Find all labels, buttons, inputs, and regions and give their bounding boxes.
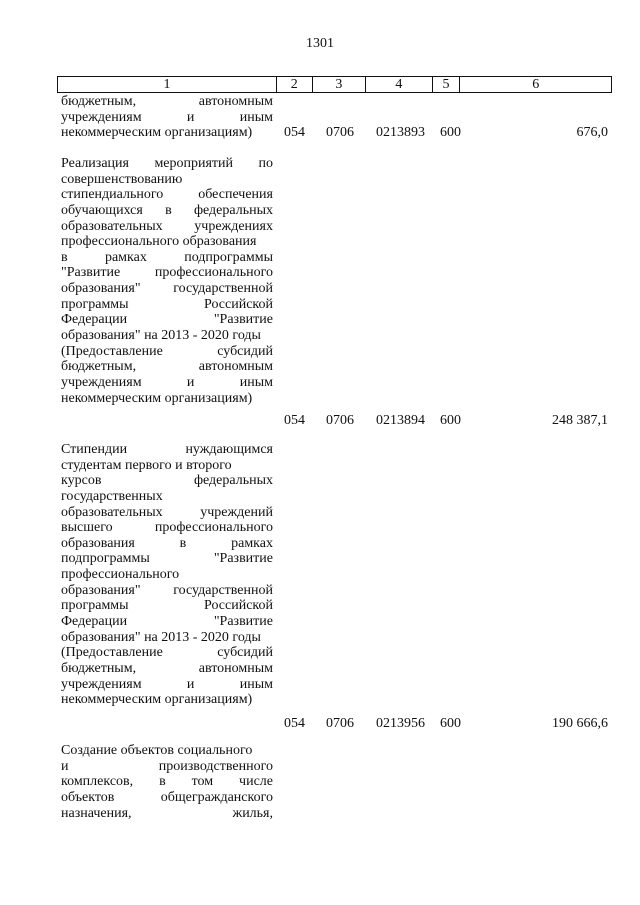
description-line xyxy=(61,774,273,790)
description-word: автономным xyxy=(198,94,273,109)
description-word: учреждениям xyxy=(61,374,142,390)
target-code: 0213956 xyxy=(376,716,425,731)
header-row xyxy=(58,77,612,93)
description-word: в xyxy=(61,249,68,265)
section-code: 0706 xyxy=(326,413,354,428)
description-word: учреждений xyxy=(200,504,273,520)
description-word: федеральных xyxy=(193,473,273,489)
description-line xyxy=(61,536,273,552)
expense-type-code: 600 xyxy=(440,413,461,428)
description-line xyxy=(61,583,273,599)
description-line xyxy=(61,312,273,328)
description-line xyxy=(61,598,273,614)
description-word: комплексов, xyxy=(61,774,134,790)
amount-value: 190 666,6 xyxy=(552,716,608,731)
description-word: государственной xyxy=(173,582,273,598)
description-word: образования" xyxy=(61,281,141,297)
description-line xyxy=(61,281,273,297)
description-word: профессионального xyxy=(61,567,180,583)
description-word: образования" на 2013 - 2020 годы xyxy=(61,629,261,645)
description-line xyxy=(61,359,273,375)
description-word: "Развитие xyxy=(213,312,273,328)
description-word: иным xyxy=(239,374,273,390)
description-word: учреждениям xyxy=(61,109,142,125)
description-word: некоммерческим организациям) xyxy=(61,125,253,141)
description-word: федеральных xyxy=(193,202,273,218)
description-word: Стипендии xyxy=(61,442,128,457)
description-word: рамках xyxy=(104,249,147,265)
description-line xyxy=(61,661,273,677)
description-line xyxy=(61,567,273,583)
header-col-6: 6 xyxy=(460,77,612,93)
description-line xyxy=(61,806,273,822)
description-word: образования" на 2013 - 2020 годы xyxy=(61,328,261,344)
section-code: 0706 xyxy=(326,716,354,731)
description-word: в xyxy=(159,774,166,790)
description-word: подпрограммы xyxy=(184,249,273,265)
description-word: высшего xyxy=(61,520,113,536)
description-line xyxy=(61,645,273,661)
description-word: Федерации xyxy=(61,312,128,328)
description-word: студентам первого и второго xyxy=(61,457,232,473)
description-line xyxy=(61,489,273,505)
description-word: общегражданского xyxy=(160,789,273,805)
description-line xyxy=(61,692,273,708)
page-number: 1301 xyxy=(306,36,334,51)
description-word: учреждениях xyxy=(194,218,273,234)
description-line xyxy=(61,234,273,250)
description-line xyxy=(61,250,273,266)
header-col-3: 3 xyxy=(312,77,366,93)
row-description xyxy=(61,442,273,708)
description-word: (Предоставление xyxy=(61,343,163,359)
description-word: автономным xyxy=(198,660,273,676)
description-line xyxy=(61,328,273,344)
description-line xyxy=(61,156,273,172)
description-line xyxy=(61,551,273,567)
description-word: стипендиального xyxy=(61,187,164,203)
description-word: некоммерческим организациям) xyxy=(61,390,253,406)
description-word: профессионального xyxy=(154,265,273,281)
description-line xyxy=(61,391,273,407)
description-line xyxy=(61,125,273,141)
description-line xyxy=(61,790,273,806)
description-word: образовательных xyxy=(61,218,163,234)
description-word: том xyxy=(191,774,214,790)
description-word: по xyxy=(258,156,273,171)
description-line xyxy=(61,743,273,759)
column-header-table xyxy=(57,76,612,93)
description-word: "Развитие xyxy=(61,265,121,281)
description-word: образования xyxy=(61,535,135,551)
description-line xyxy=(61,505,273,521)
description-word: в xyxy=(179,535,187,551)
section-code: 0706 xyxy=(326,125,354,141)
description-word: государственной xyxy=(173,281,273,297)
description-word: бюджетным, xyxy=(61,359,137,375)
description-word: иным xyxy=(239,109,273,125)
description-word: назначения, xyxy=(61,805,132,821)
description-line xyxy=(61,94,273,110)
description-line xyxy=(61,203,273,219)
description-word: "Развитие xyxy=(213,551,273,567)
row-description xyxy=(61,94,273,141)
description-line xyxy=(61,297,273,313)
description-word: программы xyxy=(61,598,129,614)
description-word: в xyxy=(165,202,172,218)
description-word: совершенствованию xyxy=(61,171,183,187)
description-word: жилья, xyxy=(232,805,273,821)
row-description xyxy=(61,156,273,406)
amount-value: 248 387,1 xyxy=(552,413,608,428)
row-description xyxy=(61,743,273,821)
description-word: бюджетным, xyxy=(61,94,137,109)
description-word: нуждающимся xyxy=(185,442,273,457)
description-line xyxy=(61,630,273,646)
description-word: Федерации xyxy=(61,614,128,630)
target-code: 0213893 xyxy=(376,125,425,141)
description-word: обучающихся xyxy=(61,202,143,218)
description-word: и xyxy=(186,109,195,125)
description-word: автономным xyxy=(198,359,273,375)
description-word: некоммерческим организациям) xyxy=(61,692,253,708)
description-word: "Развитие xyxy=(213,614,273,630)
description-line xyxy=(61,520,273,536)
description-word: рамках xyxy=(231,535,273,551)
description-word: государственных xyxy=(61,488,163,504)
description-word: образования" xyxy=(61,582,141,598)
description-word: и xyxy=(61,758,69,774)
description-word: субсидий xyxy=(217,343,273,359)
description-line xyxy=(61,442,273,458)
description-word: субсидий xyxy=(217,645,273,661)
description-word: Российской xyxy=(204,598,273,614)
ministry-code: 054 xyxy=(284,413,305,428)
description-word: профессионального образования xyxy=(61,234,257,250)
description-word: Российской xyxy=(204,296,273,312)
description-line xyxy=(61,677,273,693)
target-code: 0213894 xyxy=(376,413,425,428)
expense-type-code: 600 xyxy=(440,125,461,141)
description-word: мероприятий xyxy=(154,156,234,171)
description-line xyxy=(61,759,273,775)
description-word: профессионального xyxy=(154,520,273,536)
description-line xyxy=(61,458,273,474)
ministry-code: 054 xyxy=(284,716,305,731)
description-word: объектов xyxy=(61,789,115,805)
ministry-code: 054 xyxy=(284,125,305,141)
description-word: бюджетным, xyxy=(61,660,137,676)
description-line xyxy=(61,614,273,630)
description-word: числе xyxy=(239,774,273,790)
description-word: программы xyxy=(61,296,129,312)
description-line xyxy=(61,187,273,203)
description-line xyxy=(61,375,273,391)
description-word: курсов xyxy=(61,473,102,489)
description-word: и xyxy=(186,676,195,692)
description-line xyxy=(61,473,273,489)
description-word: учреждениям xyxy=(61,676,142,692)
description-word: Создание объектов социального xyxy=(61,743,253,758)
expense-type-code: 600 xyxy=(440,716,461,731)
header-col-2: 2 xyxy=(276,77,312,93)
description-line xyxy=(61,265,273,281)
description-word: образовательных xyxy=(61,504,163,520)
description-word: иным xyxy=(239,676,273,692)
description-line xyxy=(61,344,273,360)
description-word: производственного xyxy=(158,758,273,774)
header-col-4: 4 xyxy=(366,77,432,93)
description-word: обеспечения xyxy=(198,187,273,203)
header-col-5: 5 xyxy=(432,77,460,93)
description-line xyxy=(61,219,273,235)
header-col-1: 1 xyxy=(58,77,277,93)
amount-value: 676,0 xyxy=(576,125,608,141)
description-line xyxy=(61,172,273,188)
description-word: (Предоставление xyxy=(61,645,163,661)
description-word: подпрограммы xyxy=(61,551,150,567)
description-line xyxy=(61,110,273,126)
description-word: Реализация xyxy=(61,156,129,171)
description-word: и xyxy=(186,374,195,390)
